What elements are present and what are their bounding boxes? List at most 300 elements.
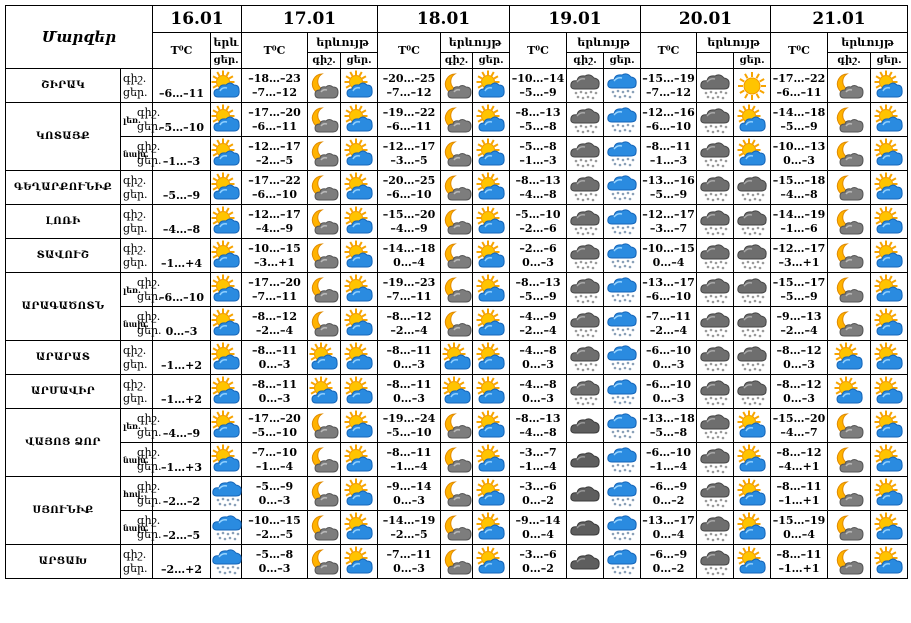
temp-16-cell: –4…–9: [153, 409, 211, 443]
weather-night-cell: [567, 409, 604, 443]
dark-cloud-icon: [567, 547, 603, 577]
night-label: գիշ.: [123, 207, 147, 221]
weather-night-cell: [828, 171, 871, 205]
snow-cloud-icon: [697, 309, 733, 339]
table-row: [6, 205, 908, 222]
weather-col-header: երևույթ: [697, 33, 771, 53]
temp-cell: [242, 171, 308, 205]
weather-day-cell: [473, 171, 510, 205]
temp-night: –10…–15: [642, 241, 695, 255]
partly-cloudy-sun-icon: [473, 71, 509, 101]
weather-night-cell: [441, 307, 473, 341]
snow-cloud-icon: [734, 377, 770, 407]
weather-day-cell: [871, 341, 908, 375]
temp-night: –15…–18: [772, 173, 826, 187]
weather-16-cell: [211, 273, 242, 307]
temp-cell: [510, 103, 567, 137]
temp-night: –4…–9: [519, 309, 557, 323]
weather-day-cell: [341, 205, 378, 239]
weather-night-cell: [567, 205, 604, 239]
temp-day: –7…–12: [386, 85, 432, 99]
region-name: ՎԱՅՈՑ ՁՈՐ: [6, 409, 121, 477]
partly-cloudy-sun-icon: [211, 105, 241, 135]
temp-night: –10…–15: [248, 513, 301, 527]
weather-col-header: երև: [211, 33, 242, 53]
time-of-day-cell: [121, 545, 153, 579]
temp-night: –13…–16: [642, 173, 695, 187]
snow-cloud-icon: [567, 309, 603, 339]
temp-day: –6…–10: [646, 289, 691, 303]
temp-day: –5…–8: [649, 425, 688, 439]
weather-night-cell: [828, 341, 871, 375]
snow-cloud-icon: [697, 241, 733, 271]
temp-day: –1…–3: [519, 153, 557, 167]
snow-cloud-icon: [697, 71, 733, 101]
temp-col-header: T⁰C: [641, 33, 697, 69]
temp-day: –6…–11: [776, 85, 822, 99]
partly-cloudy-sun-icon: [441, 343, 472, 373]
temp-day: 0…–4: [783, 527, 815, 541]
night-col-header: գիշ.: [828, 53, 871, 69]
weather-night-cell: [828, 205, 871, 239]
temp-cell: [378, 375, 441, 409]
weather-day-cell: [734, 171, 771, 205]
temp-night: –3…–6: [519, 479, 557, 493]
day-col-header: ցեր.: [871, 53, 908, 69]
partly-cloudy-sun-icon: [211, 343, 241, 373]
temp-day: –3…–7: [649, 221, 688, 235]
temp-cell: [242, 511, 308, 545]
weather-night-cell: [828, 273, 871, 307]
temp-day: –1…–6: [780, 221, 818, 235]
partly-cloudy-sun-icon: [871, 445, 907, 475]
temp-day: 0…–3: [393, 561, 425, 575]
weather-night-cell: [828, 409, 871, 443]
weather-day-cell: [341, 511, 378, 545]
weather-16-cell: [211, 341, 242, 375]
snow-cloud-icon: [567, 139, 603, 169]
temp-16-cell: –4…–8: [153, 205, 211, 239]
partly-cloudy-sun-icon: [341, 377, 377, 407]
temp-night: –19…–24: [382, 411, 436, 425]
weather-night-cell: [697, 477, 734, 511]
weather-16-cell: [211, 205, 242, 239]
temp-night: –3…–7: [519, 445, 557, 459]
snow-cloud-icon: [697, 173, 733, 203]
temp-cell: [641, 443, 697, 477]
temp-night: –15…–19: [642, 71, 695, 85]
time-of-day-cell: [121, 273, 162, 307]
temp-16-cell: –1…+4: [153, 239, 211, 273]
dark-cloud-icon: [567, 411, 603, 441]
table-row: [6, 239, 908, 256]
temp-day: 0…–2: [652, 493, 685, 507]
day-label: ցեր.: [137, 119, 162, 133]
weather-night-cell: [697, 103, 734, 137]
partly-cloudy-sun-icon: [211, 241, 241, 271]
weather-night-cell: [441, 137, 473, 171]
temp-night: –13…–18: [642, 411, 695, 425]
temp-night: –8…–13: [515, 411, 561, 425]
temp-night: –20…–25: [382, 71, 436, 85]
temp-day: –6…–10: [252, 187, 297, 201]
temp-day: –4…+1: [778, 459, 820, 473]
crescent-moon-cloud-icon: [828, 241, 870, 271]
temp-night: –14…–19: [382, 513, 436, 527]
weather-day-cell: [473, 545, 510, 579]
temp-col-header: T⁰C: [242, 33, 308, 69]
temp-cell: [378, 205, 441, 239]
weather-day-cell: [734, 511, 771, 545]
partly-cloudy-sun-icon: [341, 71, 377, 101]
temp-16-cell: –6…–11: [153, 69, 211, 103]
temp-night: –8…–11: [252, 343, 297, 357]
temp-night: –10…–15: [248, 241, 301, 255]
dark-cloud-icon: [567, 445, 603, 475]
weather-16-cell: [211, 171, 242, 205]
temp-night: –2…–6: [519, 241, 557, 255]
partly-cloudy-sun-icon: [473, 513, 509, 543]
weather-day-cell: [604, 307, 641, 341]
weather-col-header: երևույթ: [308, 33, 378, 53]
temp-cell: [510, 477, 567, 511]
crescent-moon-cloud-icon: [441, 411, 472, 441]
snow-cloud-icon: [697, 513, 733, 543]
temp-night: –9…–14: [515, 513, 561, 527]
crescent-moon-cloud-icon: [828, 513, 870, 543]
partly-cloudy-sun-icon: [308, 377, 340, 407]
weather-night-cell: [697, 273, 734, 307]
weather-day-cell: [341, 341, 378, 375]
weather-day-cell: [734, 273, 771, 307]
day-label: ցեր.: [137, 459, 162, 473]
crescent-moon-cloud-icon: [828, 411, 870, 441]
temp-col-header: T⁰C: [510, 33, 567, 69]
weather-day-cell: [604, 137, 641, 171]
temp-cell: [242, 205, 308, 239]
crescent-moon-cloud-icon: [828, 207, 870, 237]
day-label: ցեր.: [123, 561, 148, 575]
weather-day-cell: [473, 307, 510, 341]
temp-night: –9…–14: [386, 479, 432, 493]
partly-cloudy-sun-icon: [211, 411, 241, 441]
temp-night: –9…–13: [776, 309, 822, 323]
weather-day-cell: [871, 103, 908, 137]
crescent-moon-cloud-icon: [828, 139, 870, 169]
temp-night: –13…–17: [642, 275, 695, 289]
temp-cell: [510, 409, 567, 443]
temp-day: –2…–4: [255, 323, 294, 337]
weather-night-cell: [308, 273, 341, 307]
weather-night-cell: [567, 171, 604, 205]
temp-night: –12…–17: [248, 207, 301, 221]
weather-night-cell: [828, 307, 871, 341]
temp-cell: [378, 171, 441, 205]
temp-night: –14…–19: [772, 207, 826, 221]
partly-cloudy-sun-icon: [828, 377, 870, 407]
weather-day-cell: [734, 205, 771, 239]
weather-16-cell: [211, 375, 242, 409]
table-row: [6, 69, 908, 86]
temp-night: –10…–14: [511, 71, 565, 85]
weather-day-cell: [604, 477, 641, 511]
temp-day: –2…–4: [780, 323, 818, 337]
temp-cell: [242, 103, 308, 137]
temp-day: –5…–9: [519, 85, 557, 99]
temp-day: 0…–2: [652, 561, 685, 575]
temp-day: –4…–9: [390, 221, 428, 235]
time-of-day-cell: [121, 477, 162, 511]
temp-cell: [641, 511, 697, 545]
temp-day: –2…–4: [390, 323, 428, 337]
weather-16-cell: [211, 477, 242, 511]
weather-day-cell: [871, 409, 908, 443]
crescent-moon-cloud-icon: [308, 207, 340, 237]
temp-day: 0…–3: [652, 357, 685, 371]
temp-cell: [771, 341, 828, 375]
weather-day-cell: [871, 239, 908, 273]
weather-16-cell: [211, 307, 242, 341]
day-col-header: ցեր.: [604, 53, 641, 69]
temp-day: –4…–8: [519, 425, 557, 439]
temp-day: 0…–3: [258, 561, 291, 575]
temp-cell: [641, 205, 697, 239]
weather-col-header: երևույթ: [441, 33, 510, 53]
weather-night-cell: [308, 545, 341, 579]
weather-col-header: երևույթ: [828, 33, 908, 53]
blue-cloud-snow-icon: [604, 173, 640, 203]
night-label: գիշ.: [123, 173, 147, 187]
temp-day: 0…–4: [393, 255, 425, 269]
temp-cell: [378, 511, 441, 545]
blue-cloud-snow-icon: [604, 275, 640, 305]
weather-night-cell: [441, 375, 473, 409]
weather-day-cell: [734, 375, 771, 409]
temp-cell: [510, 171, 567, 205]
crescent-moon-cloud-icon: [308, 105, 340, 135]
crescent-moon-cloud-icon: [441, 173, 472, 203]
night-label: գիշ.: [137, 513, 161, 527]
partly-cloudy-sun-icon: [341, 241, 377, 271]
partly-cloudy-sun-icon: [871, 513, 907, 543]
date-17-header: 17.01: [242, 6, 378, 33]
temp-night: –8…–11: [646, 139, 691, 153]
weather-day-cell: [734, 307, 771, 341]
day-label: ցեր.: [137, 493, 162, 507]
day-label: ցեր.: [137, 323, 162, 337]
temp-day: –5…–9: [780, 289, 818, 303]
weather-night-cell: [697, 511, 734, 545]
weather-day-cell: [871, 307, 908, 341]
temp-cell: [771, 477, 828, 511]
blue-cloud-snow-icon: [604, 207, 640, 237]
temp-cell: [378, 409, 441, 443]
crescent-moon-cloud-icon: [308, 411, 340, 441]
weather-day-cell: [341, 103, 378, 137]
region-name: ՇԻՐԱԿ: [6, 69, 121, 103]
temp-night: –12…–17: [248, 139, 301, 153]
temp-cell: [771, 171, 828, 205]
weather-day-cell: [473, 205, 510, 239]
temp-night: –7…–11: [646, 309, 691, 323]
day-col-header: ցեր.: [211, 53, 242, 69]
temp-cell: [378, 341, 441, 375]
temp-night: –15…–20: [772, 411, 826, 425]
temp-day: 0…–3: [393, 391, 425, 405]
crescent-moon-cloud-icon: [308, 479, 340, 509]
day-col-header: ցեր.: [341, 53, 378, 69]
weather-16-cell: [211, 443, 242, 477]
snow-cloud-icon: [697, 207, 733, 237]
temp-cell: [771, 69, 828, 103]
region-name: ՏԱՎՈՒՇ: [6, 239, 121, 273]
snow-cloud-icon: [567, 275, 603, 305]
temp-cell: [771, 137, 828, 171]
weather-night-cell: [567, 341, 604, 375]
temp-night: –14…–18: [382, 241, 436, 255]
time-of-day-cell: [121, 103, 162, 137]
temp-day: –2…–5: [255, 527, 294, 541]
snow-cloud-icon: [734, 207, 770, 237]
temp-night: –14…–18: [772, 105, 826, 119]
temp-day: –3…+1: [778, 255, 820, 269]
partly-cloudy-sun-icon: [473, 411, 509, 441]
region-name: ԱՐՄԱՎԻՐ: [6, 375, 121, 409]
temp-day: 0…–2: [522, 561, 554, 575]
partly-cloudy-sun-icon: [871, 377, 907, 407]
temp-day: 0…–3: [522, 357, 554, 371]
temp-night: –8…–11: [386, 377, 432, 391]
weather-day-cell: [341, 137, 378, 171]
blue-cloud-snow-icon: [604, 139, 640, 169]
temp-16-cell: –2…–5: [153, 511, 211, 545]
weather-day-cell: [734, 545, 771, 579]
date-18-header: 18.01: [378, 6, 510, 33]
temp-day: –1…–3: [649, 153, 688, 167]
weather-day-cell: [734, 477, 771, 511]
day-label: ցեր.: [123, 255, 148, 269]
time-of-day-cell: [121, 409, 162, 443]
weather-day-cell: [871, 511, 908, 545]
snow-cloud-icon: [567, 71, 603, 101]
crescent-moon-cloud-icon: [308, 241, 340, 271]
temp-night: –12…–17: [772, 241, 826, 255]
day-label: ցեր.: [137, 153, 162, 167]
regions-header: Մարզեր: [6, 6, 153, 69]
temp-cell: [378, 273, 441, 307]
temp-cell: [510, 307, 567, 341]
region-name: ԼՈՌԻ: [6, 205, 121, 239]
crescent-moon-cloud-icon: [308, 547, 340, 577]
temp-night: –17…–22: [248, 173, 301, 187]
temp-cell: [641, 103, 697, 137]
weather-day-cell: [604, 341, 641, 375]
temp-cell: [242, 137, 308, 171]
temp-cell: [378, 137, 441, 171]
temp-cell: [510, 545, 567, 579]
temp-day: –7…–12: [252, 85, 297, 99]
temp-cell: [771, 375, 828, 409]
partly-cloudy-sun-icon: [734, 105, 770, 135]
temp-cell: [378, 239, 441, 273]
weather-day-cell: [734, 239, 771, 273]
temp-cell: [771, 205, 828, 239]
weather-day-cell: [734, 341, 771, 375]
crescent-moon-cloud-icon: [308, 139, 340, 169]
dark-cloud-icon: [567, 479, 603, 509]
temp-night: –4…–8: [519, 343, 557, 357]
partly-cloudy-sun-icon: [871, 343, 907, 373]
weather-night-cell: [441, 273, 473, 307]
temp-cell: [242, 375, 308, 409]
weather-night-cell: [308, 477, 341, 511]
time-of-day-cell: [121, 443, 162, 477]
temp-cell: [378, 477, 441, 511]
temp-16-cell: –6…–10: [153, 273, 211, 307]
crescent-moon-cloud-icon: [441, 71, 472, 101]
weather-night-cell: [567, 239, 604, 273]
weather-night-cell: [697, 205, 734, 239]
temp-day: –4…–9: [255, 221, 294, 235]
temp-day: –2…–4: [649, 323, 688, 337]
weather-night-cell: [441, 511, 473, 545]
partly-cloudy-sun-icon: [473, 343, 509, 373]
temp-cell: [242, 307, 308, 341]
blue-cloud-snow-icon: [604, 377, 640, 407]
temp-day: –6…–11: [252, 119, 297, 133]
partly-cloudy-sun-icon: [473, 309, 509, 339]
partly-cloudy-sun-icon: [473, 139, 509, 169]
time-of-day-cell: [121, 205, 153, 239]
weather-day-cell: [473, 477, 510, 511]
weather-night-cell: [697, 137, 734, 171]
temp-16-cell: –1…+3: [153, 443, 211, 477]
weather-night-cell: [697, 239, 734, 273]
weather-16-cell: [211, 69, 242, 103]
temp-cell: [510, 375, 567, 409]
partly-cloudy-sun-icon: [473, 241, 509, 271]
night-col-header: [697, 53, 734, 69]
weather-night-cell: [567, 137, 604, 171]
temp-cell: [641, 307, 697, 341]
weather-day-cell: [604, 205, 641, 239]
table-row: [6, 273, 908, 290]
zone-label: լեռ.: [123, 284, 141, 295]
temp-day: –6…–11: [386, 119, 432, 133]
temp-16-cell: –2…+2: [153, 545, 211, 579]
snow-cloud-icon: [567, 241, 603, 271]
temp-16-cell: –1…+2: [153, 375, 211, 409]
weather-night-cell: [308, 205, 341, 239]
weather-night-cell: [308, 69, 341, 103]
sun-icon: [734, 71, 770, 101]
temp-night: –17…–20: [248, 275, 301, 289]
blue-cloud-snow-icon: [211, 513, 241, 543]
temp-day: –5…–8: [519, 119, 557, 133]
temp-cell: [242, 273, 308, 307]
temp-day: –1…–4: [519, 459, 557, 473]
temp-night: –6…–10: [646, 343, 691, 357]
partly-cloudy-sun-icon: [341, 173, 377, 203]
temp-cell: [510, 239, 567, 273]
weather-day-cell: [473, 443, 510, 477]
table-row: [6, 443, 908, 460]
crescent-moon-cloud-icon: [828, 445, 870, 475]
weather-day-cell: [473, 511, 510, 545]
temp-night: –5…–8: [519, 139, 557, 153]
night-label: գիշ.: [123, 71, 147, 85]
weather-day-cell: [871, 545, 908, 579]
